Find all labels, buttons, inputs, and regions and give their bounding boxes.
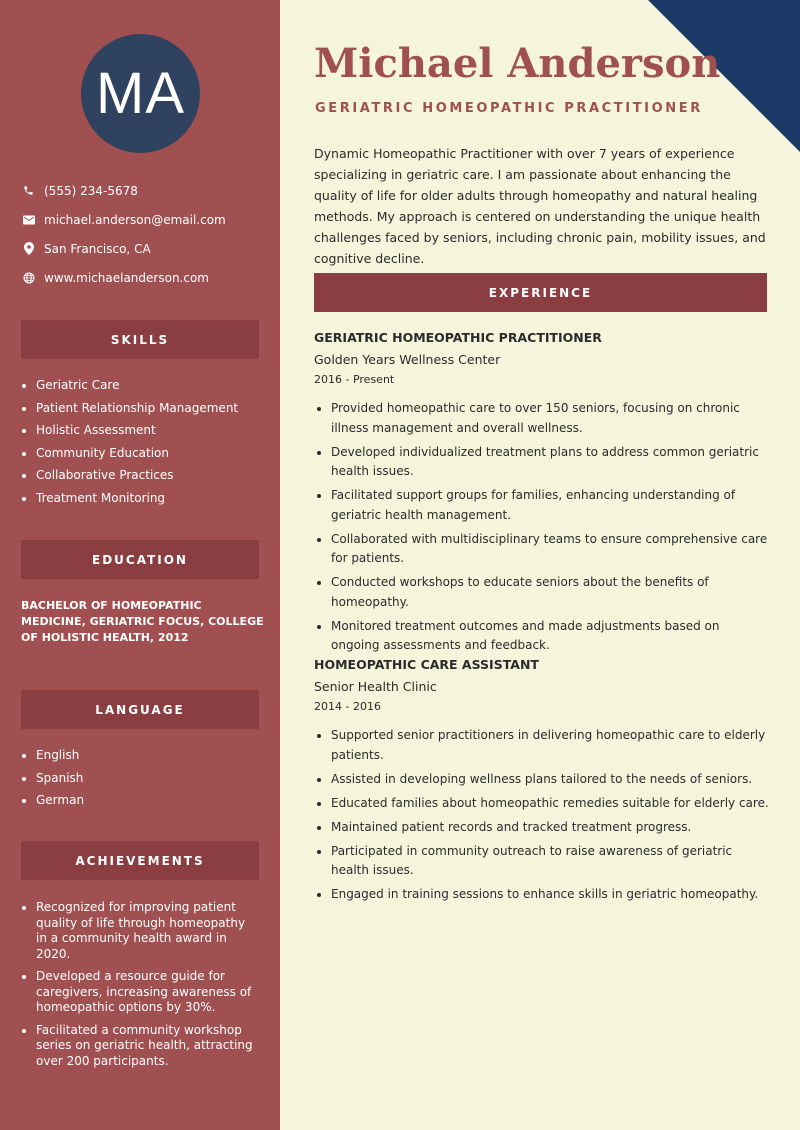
job-bullet: Engaged in training sessions to enhance skills in geriatric homeopathy. [314, 885, 769, 905]
job-bullet: Conducted workshops to educate seniors about the benefits of homeopathy. [314, 573, 769, 612]
email-icon [22, 213, 35, 226]
contact-location [22, 234, 272, 263]
education-text: BACHELOR OF HOMEOPATHIC MEDICINE, GERIATRIC FOCUS, COLLEGE OF HOLISTIC HEALTH, 2012 [21, 599, 264, 644]
language-heading: LANGUAGE [21, 690, 259, 729]
language-item: Spanish [21, 771, 261, 787]
job-bullet: Educated families about homeopathic remedies suitable for elderly care. [314, 794, 769, 814]
skills-list [21, 378, 261, 513]
candidate-title: GERIATRIC HOMEOPATHIC PRACTITIONER [315, 101, 703, 116]
job-bullet: Assisted in developing wellness plans tailored to the needs of seniors. [314, 770, 769, 790]
location-text: San Francisco, CA [44, 241, 151, 256]
achievement-item: Developed a resource guide for caregivers, increasing awareness of homeopathic options by 30%. [21, 969, 259, 1016]
job-bullet: Provided homeopathic care to over 150 seniors, focusing on chronic illness management and overall wellness. [314, 399, 769, 438]
job-bullet: Monitored treatment outcomes and made adjustments based on ongoing assessments and feedback. [314, 617, 769, 656]
website-text: www.michaelanderson.com [44, 270, 209, 285]
education-heading: EDUCATION [21, 540, 259, 579]
experience-heading: EXPERIENCE [314, 273, 767, 312]
job-dates: 2014 - 2016 [314, 700, 381, 713]
job-bullet: Collaborated with multidisciplinary teams to ensure comprehensive care for patients. [314, 530, 769, 569]
job-company: Senior Health Clinic [314, 679, 437, 694]
job-bullet: Supported senior practitioners in delivering homeopathic care to elderly patients. [314, 726, 769, 765]
skill-item: Holistic Assessment [21, 423, 261, 439]
contact-website [22, 263, 272, 292]
contact-phone [22, 176, 272, 205]
skill-item: Treatment Monitoring [21, 491, 261, 507]
job-dates: 2016 - Present [314, 373, 395, 386]
email-text: michael.anderson@email.com [44, 212, 226, 227]
job-bullet: Maintained patient records and tracked treatment progress. [314, 818, 769, 838]
skills-heading: SKILLS [21, 320, 259, 359]
skill-item: Patient Relationship Management [21, 401, 261, 417]
language-item: English [21, 748, 261, 764]
skill-item: Geriatric Care [21, 378, 261, 394]
globe-icon [22, 271, 35, 284]
job-bullet: Developed individualized treatment plans to address common geriatric health issues. [314, 443, 769, 482]
achievements-heading: ACHIEVEMENTS [21, 841, 259, 880]
job-company: Golden Years Wellness Center [314, 352, 501, 367]
job-title: HOMEOPATHIC CARE ASSISTANT [314, 657, 539, 672]
job-entry [314, 330, 769, 660]
avatar [81, 34, 200, 153]
language-list [21, 748, 261, 816]
sidebar [0, 0, 280, 1130]
job-entry [314, 657, 769, 909]
candidate-name: Michael Anderson [314, 40, 721, 87]
job-title: GERIATRIC HOMEOPATHIC PRACTITIONER [314, 330, 602, 345]
phone-text: (555) 234-5678 [44, 183, 138, 198]
achievement-item: Recognized for improving patient quality of life through homeopathy in a community health award in 2020. [21, 900, 259, 962]
skill-item: Community Education [21, 446, 261, 462]
avatar-initials: MA [96, 61, 185, 126]
achievements-list [21, 900, 259, 1076]
summary-text: Dynamic Homeopathic Practitioner with over 7 years of experience specializing in geriatric care. I am passionate about enhancing the quality of life for older adults through homeopathy and natural healing methods. My approach is centered on understanding the unique health challenges faced by seniors, including chronic pain, mobility issues, and cognitive decline. [314, 146, 766, 266]
job-bullets [314, 726, 769, 905]
contact-email [22, 205, 272, 234]
language-item: German [21, 793, 261, 809]
achievement-item: Facilitated a community workshop series on geriatric health, attracting over 200 participants. [21, 1023, 259, 1070]
contact-list [22, 176, 272, 292]
job-bullets [314, 399, 769, 656]
phone-icon [22, 184, 35, 197]
job-bullet: Participated in community outreach to raise awareness of geriatric health issues. [314, 842, 769, 881]
location-pin-icon [22, 242, 35, 255]
job-bullet: Facilitated support groups for families, enhancing understanding of geriatric health management. [314, 486, 769, 525]
skill-item: Collaborative Practices [21, 468, 261, 484]
